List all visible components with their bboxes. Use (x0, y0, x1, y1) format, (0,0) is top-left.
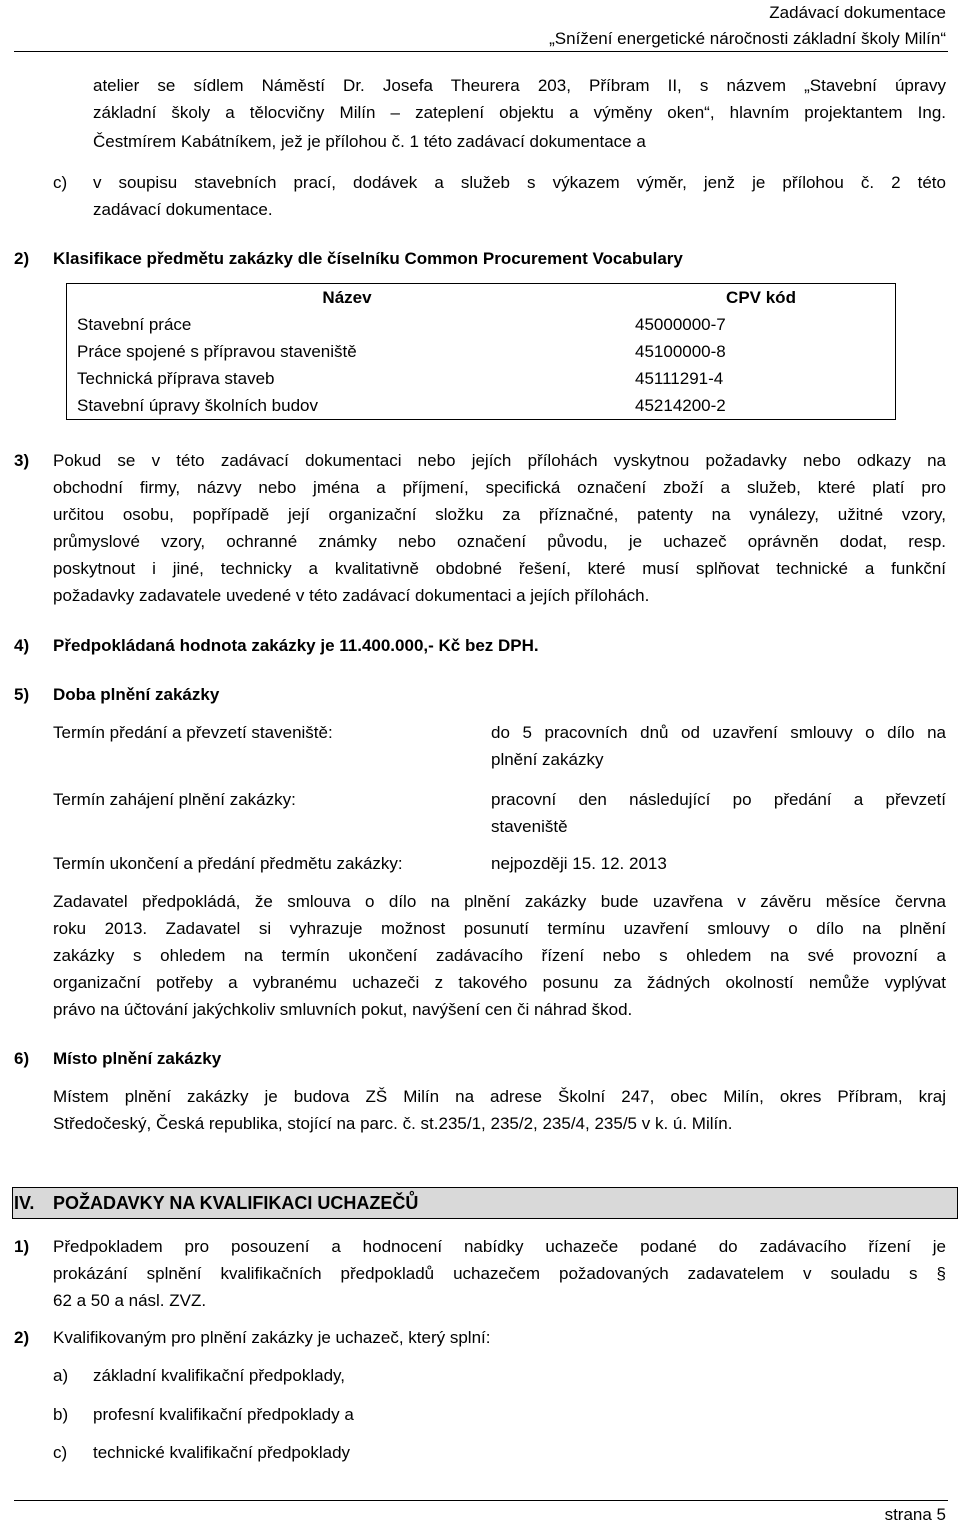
section-5-para-line-2: roku 2013. Zadavatel si vyhrazuje možnost posunutí termínu uzavření smlouvy o dílo na plnění (53, 919, 946, 938)
cell-cpv: 45000000-7 (635, 315, 726, 334)
section-iv-title: POŽADAVKY NA KVALIFIKACI UCHAZEČŮ (53, 1193, 419, 1213)
table-row (67, 338, 896, 365)
section-2-number: 2) (14, 249, 30, 268)
list-item: základní kvalifikační předpoklady, (93, 1366, 345, 1385)
list-item-marker: c) (53, 1443, 68, 1462)
intro-line-1: atelier se sídlem Náměstí Dr. Josefa Theurera 203, Příbram II, s názvem „Stavební úpravy (93, 76, 946, 95)
footer-divider (14, 1500, 948, 1501)
document-header (549, 0, 946, 52)
header-subtitle: „Snížení energetické náročnosti základní školy Milín“ (549, 29, 946, 48)
cell-cpv: 45100000-8 (635, 342, 726, 361)
iv-1-number: 1) (14, 1237, 30, 1256)
cell-name: Stavební práce (77, 315, 192, 334)
column-header-cpv: CPV kód (726, 288, 796, 307)
iv-1-line-2: prokázání splnění kvalifikačních předpokladů uchazečem požadovaných zadavatelem v souladu s § (53, 1264, 946, 1283)
cell-name: Stavební úpravy školních budov (77, 396, 318, 415)
table-row (67, 311, 896, 338)
table-row (67, 392, 896, 420)
cell-name: Technická příprava staveb (77, 369, 275, 388)
section-6-number: 6) (14, 1049, 30, 1068)
term-start-label: Termín zahájení plnění zakázky: (53, 790, 296, 809)
section-4-number: 4) (14, 636, 30, 655)
term-end-label: Termín ukončení a předání předmětu zakázky: (53, 854, 403, 873)
section-5-title: Doba plnění zakázky (53, 685, 220, 704)
iv-2-text: Kvalifikovaným pro plnění zakázky je uchazeč, který splní: (53, 1328, 491, 1347)
cell-cpv: 45214200-2 (635, 396, 726, 415)
section-iv-number: IV. (14, 1193, 35, 1213)
intro-line-2: základní školy a tělocvičny Milín – zateplení objektu a výměny oken“, hlavním projektantem Ing. (93, 103, 946, 122)
place-of-performance-line-1: Místem plnění zakázky je budova ZŠ Milín na adrese Školní 247, obec Milín, okres Příbram, kraj (53, 1087, 946, 1106)
term-start-value-1: pracovní den následující po předání a převzetí (491, 790, 946, 809)
item-c-line-1: v soupisu stavebních prací, dodávek a služeb s výkazem výměr, jenž je přílohou č. 2 této (93, 173, 946, 192)
page-number: strana 5 (884, 1505, 946, 1524)
section-3-line-6: požadavky zadavatele uvedené v této zadávací dokumentaci a jejích přílohách. (53, 586, 650, 605)
intro-line-3: Čestmírem Kabátníkem, jež je přílohou č. 1 této zadávací dokumentace a (93, 132, 646, 151)
table-header-row (67, 284, 896, 312)
item-c-marker: c) (53, 173, 68, 192)
section-3-line-4: průmyslové vzory, ochranné známky nebo označení původu, je uchazeč oprávněn dodat, resp. (53, 532, 946, 551)
header-divider (14, 51, 948, 52)
section-5-para-line-3: zakázky s ohledem na termín ukončení zadávacího řízení nebo s ohledem na své provozní a (53, 946, 946, 965)
place-of-performance-line-2: Středočeský, Česká republika, stojící na parc. č. st.235/1, 235/2, 235/4, 235/5 v k. ú. Milín. (53, 1114, 733, 1133)
section-3-line-2: obchodní firmy, názvy nebo jména a příjmení, specifická označení zboží a služeb, které platí pro (53, 478, 946, 497)
section-5-para-line-4: organizační potřeby a vybranému uchazeči z takového posunu za žádných okolností nemůže vyplývat (53, 973, 946, 992)
section-2-title: Klasifikace předmětu zakázky dle číselníku Common Procurement Vocabulary (53, 249, 683, 268)
term-handover-label: Termín předání a převzetí staveniště: (53, 723, 333, 742)
section-3-line-3: určitou osobu, popřípadě její organizační složku za příznačné, patenty na vynálezy, užitné vzory, (53, 505, 946, 524)
iv-1-line-1: Předpokladem pro posouzení a hodnocení nabídky uchazeče podané do zadávacího řízení je (53, 1237, 946, 1256)
iv-2-number: 2) (14, 1328, 30, 1347)
list-item: profesní kvalifikační předpoklady a (93, 1405, 354, 1424)
column-header-name: Název (322, 288, 372, 307)
cell-name: Práce spojené s přípravou staveniště (77, 342, 357, 361)
estimated-value: Předpokládaná hodnota zakázky je 11.400.000,- Kč bez DPH. (53, 636, 539, 655)
section-6-title: Místo plnění zakázky (53, 1049, 222, 1068)
item-c-line-2: zadávací dokumentace. (93, 200, 273, 219)
section-5-para-line-1: Zadavatel předpokládá, že smlouva o dílo na plnění zakázky bude uzavřena v závěru měsíce června (53, 892, 946, 911)
term-end-value: nejpozději 15. 12. 2013 (491, 854, 667, 873)
cpv-table (66, 283, 896, 420)
section-3-line-5: poskytnout i jiné, technicky a kvalitativně obdobné řešení, které musí splňovat technické a funkční (53, 559, 946, 578)
section-5-para-line-5: právo na účtování jakýchkoliv smluvních pokut, navýšení cen či náhrad škod. (53, 1000, 633, 1019)
header-title: Zadávací dokumentace (769, 3, 946, 22)
list-item: technické kvalifikační předpoklady (93, 1443, 351, 1462)
term-handover-value-1: do 5 pracovních dnů od uzavření smlouvy o dílo na (491, 723, 946, 742)
list-item-marker: b) (53, 1405, 69, 1424)
section-3-number: 3) (14, 451, 30, 470)
term-handover-value-2: plnění zakázky (491, 750, 604, 769)
section-3-line-1: Pokud se v této zadávací dokumentaci nebo jejích přílohách vyskytnou požadavky nebo odkazy na (53, 451, 946, 470)
table-row (67, 365, 896, 392)
term-start-value-2: staveniště (491, 817, 568, 836)
section-5-number: 5) (14, 685, 30, 704)
iv-1-line-3: 62 a 50 a násl. ZVZ. (53, 1291, 207, 1310)
list-item-marker: a) (53, 1366, 69, 1385)
cell-cpv: 45111291-4 (635, 369, 724, 388)
